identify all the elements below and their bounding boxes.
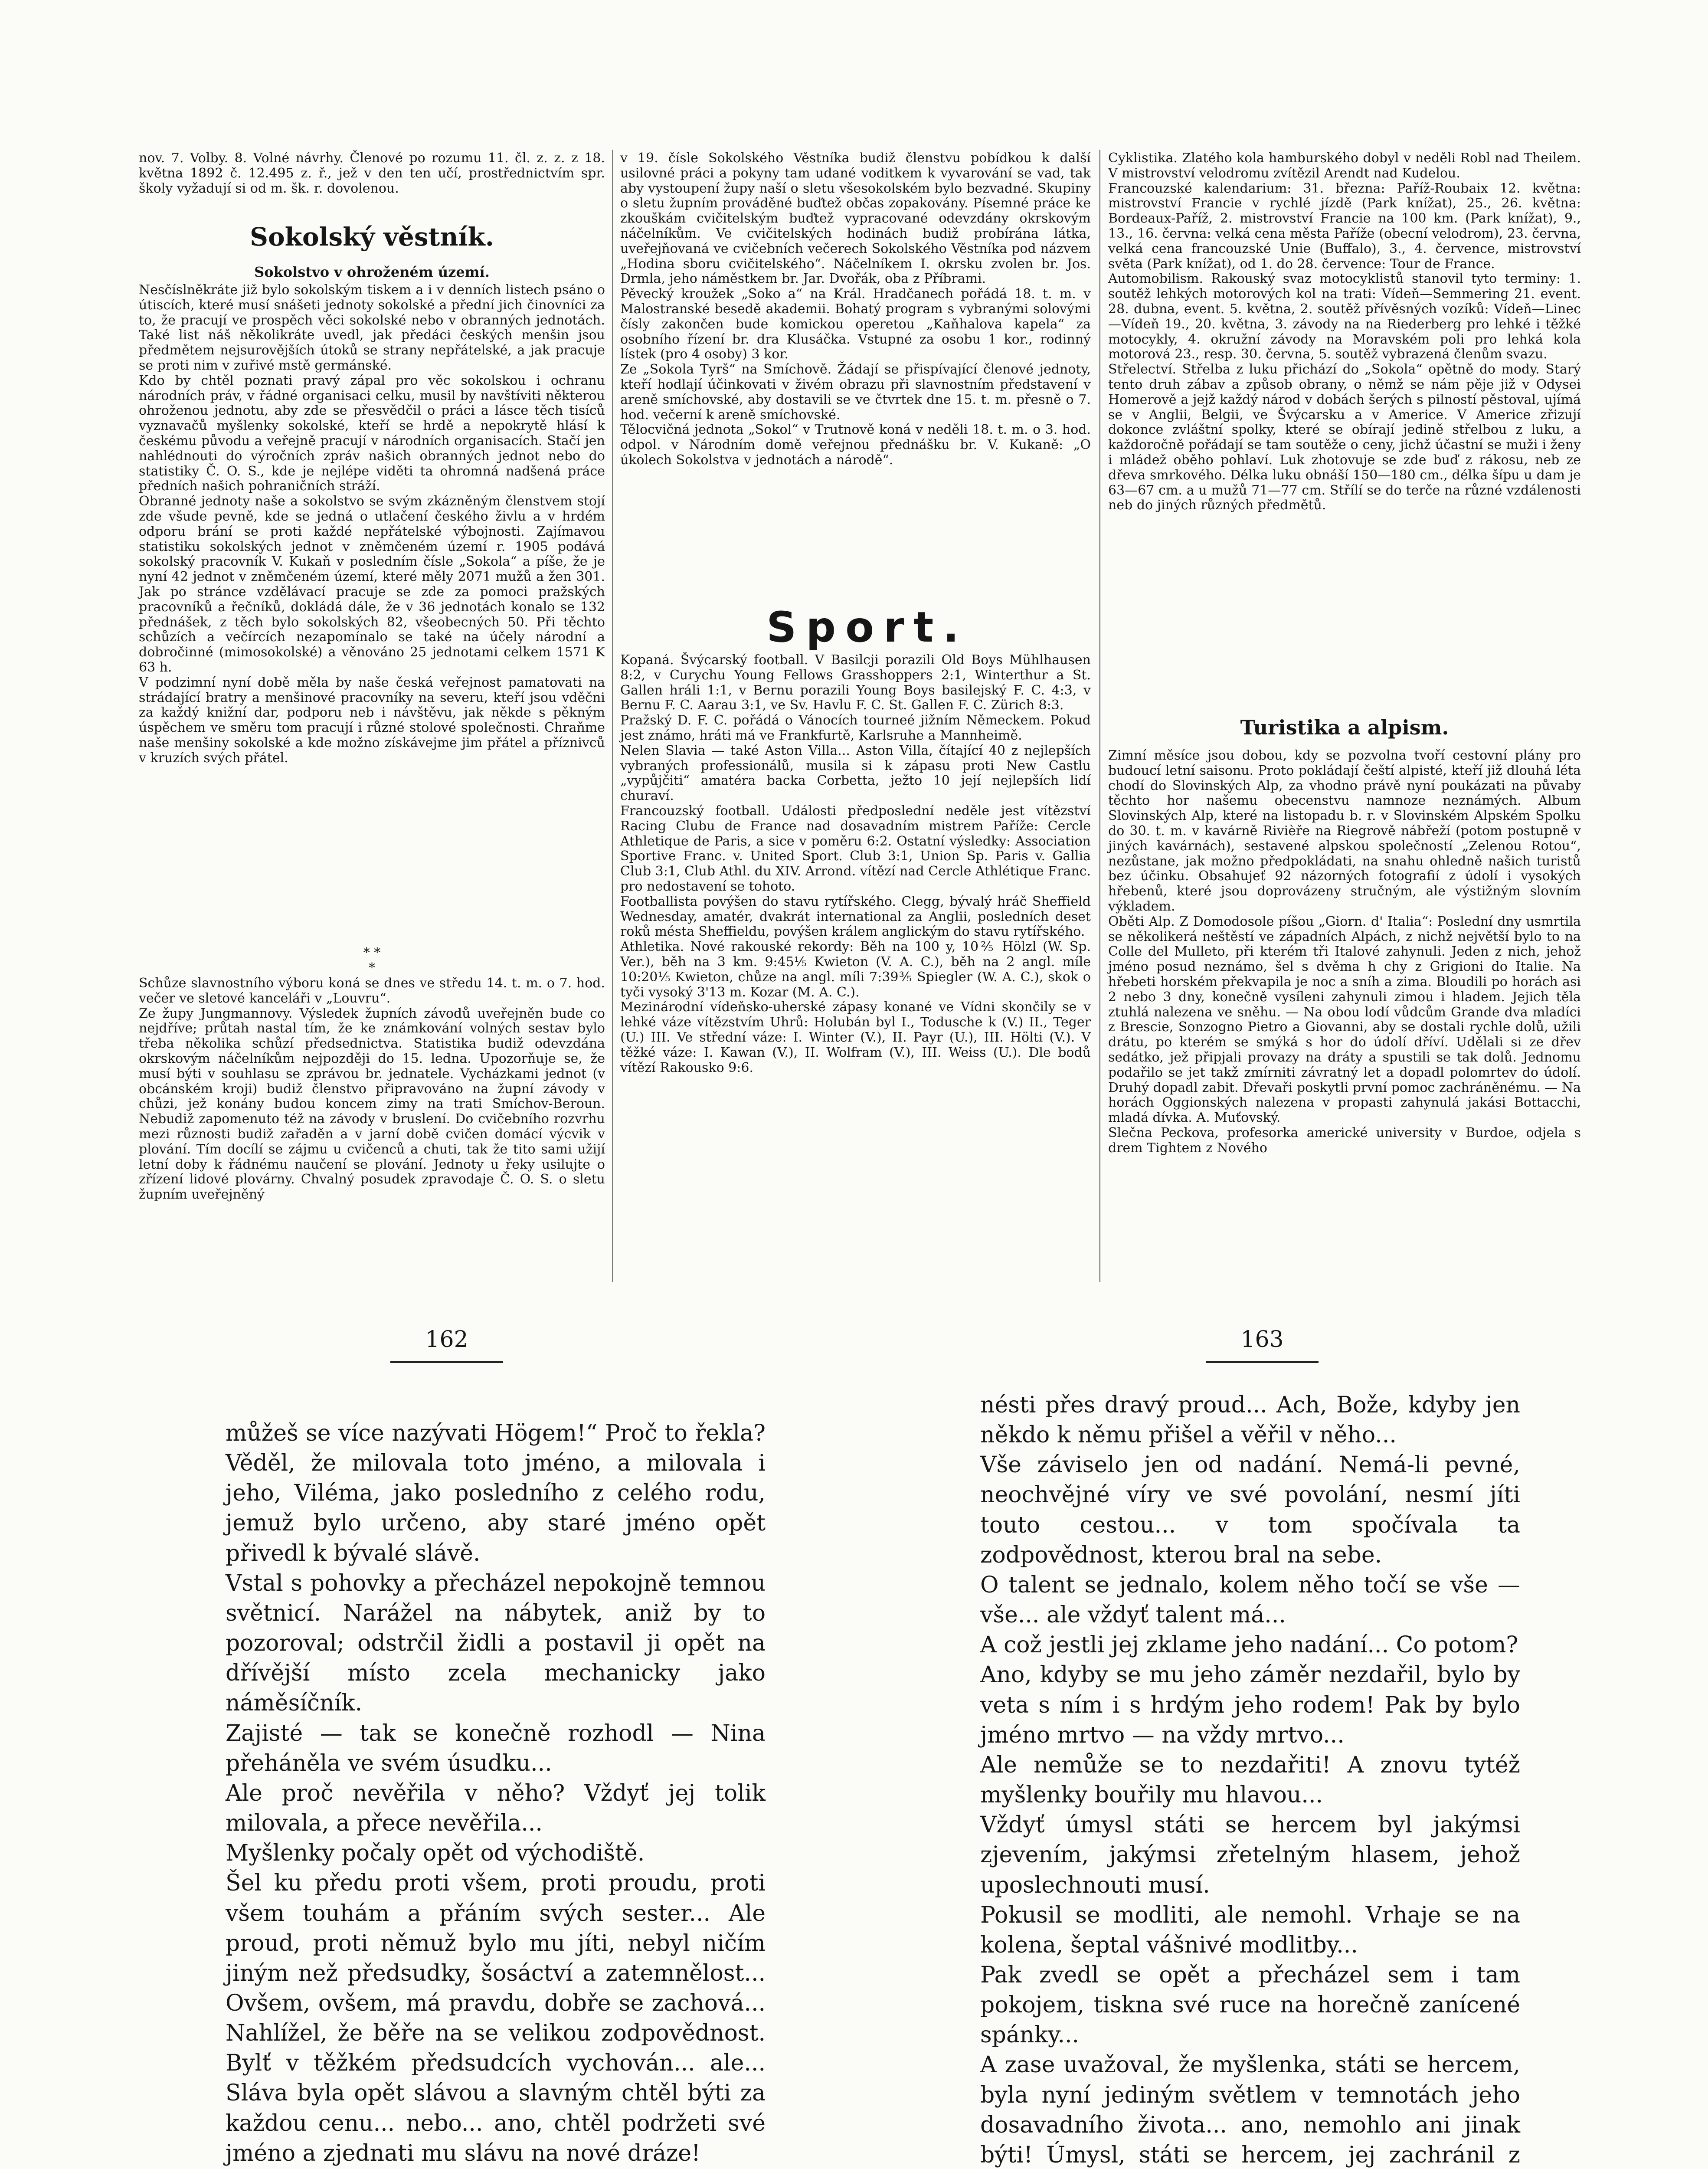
novel-right-page: nésti přes dravý proud... Ach, Bože, kdyby jen někdo k němu přišel a věřil v něho... Vše záviselo jen od nadání. Nemá-li pevné, neochvějné víry ve své povolání, nesmí jíti touto cestou... v tom spočívala ta zodpovědnost, kterou bral na sebe. O talent se jednalo, kolem něho točí se vše — vše... ale vždyť talent má... A což jestli jej zklame jeho nadání... Co potom? Ano, kdyby se mu jeho záměr nezdařil, bylo by veta s ním i s hrdým jeho rodem! Pak by bylo jméno mrtvo — na vždy mrtvo... Ale nemůže se to nezdařiti! A znovu tytéž myšlenky bouřily mu hlavou... Vždyť úmysl státi se hercem byl jakýmsi zjevením, jakýmsi zřetelným hlasem, jehož uposlechnouti musí. Pokusil se modliti, ale nemohl. Vrhaje se na kolena, šeptal vášnivé modlitby... Pak zvedl se opět a přecházel sem i tam pokojem, tiskna své ruce na horečně zanícené spánky... A zase uvažoval, že myšlenka, státi se hercem, byla nyní jediným světlem v temnotách jeho dosavadního života... ano, nemohlo ani jinak býti! Úmysl, státi se hercem, jej zachránil z bbox=[980, 1392, 1520, 2168]
col1-schuze: Schůze slavnostního výboru koná se dnes ve středu 14. t. m. o 7. hod. večer ve sletové kanceláři v „Louvru“. Ze župy Jungmannovy. Výsledek župních závodů uveřejněn bude co nejdříve; průtah nastal tím, že ke známkování volných sestav bylo třeba několika schůzí předsednictva. Statistika budiž odevzdána okrskovým náčelníkům nejpozději do 15. ledna. Upozorňuje se, že musí býti v souhlasu se zprávou br. jednatele. Vycházkami jednot (v obcánském kroji) budiž členstvo připravováno na župní závody v chůzi, jež konány budou koncem zimy na trati Smíchov-Beroun. Nebudiž zapomenuto též na závody v bruslení. Do cvičebního rozvrhu mezi různosti budiž zařaděn a v jarní době cvičen domácí výcvik v plování. Tím docílí se zájmu u cvičenců a chuti, tak že tito sami užijí letní doby k řádnému naučení se plování. Jednoty u řeky usilujte o zřízení lidové plovárny. Chvalný posudek zpravodaje Č. O. S. o sletu župním uveřejněný bbox=[139, 976, 605, 1202]
page-number-right: 163 bbox=[1240, 1327, 1284, 1353]
novel-left-page: můžeš se více nazývati Högem!“ Proč to řekla? Věděl, že milovala toto jméno, a milovala i jeho, Viléma, jako posledního z celého rodu, jemuž bylo určeno, aby staré jméno opět přivedl k bývalé slávě. Vstal s pohovky a přecházel nepokojně temnou světnicí. Narážel na nábytek, aniž by to pozoroval; odstrčil židli a postavil ji opět na dřívější místo zcela mechanicky jako náměsíčník. Zajisté — tak se konečně rozhodl — Nina přeháněla ve svém úsudku... Ale proč nevěřila v něho? Vždyť jej tolik milovala, a přece nevěřila... Myšlenky počaly opět od východiště. Šel ku předu proti všem, proti proudu, proti všem touhám a přáním svých sester... Ale proud, proti němuž bylo mu jíti, nebyl ničím jiným než předsudky, šosáctví a zatemnělost... Ovšem, ovšem, má pravdu, dobře se zachová... Nahlížel, že běře na se velikou zodpovědnost. Bylť v těžkém předsudcích vychován... ale... Sláva byla opět slávou a slavným chtěl býti za každou cenu... nebo... ano, chtěl podržeti své jméno a zjednati mu slávu na nové dráze! bbox=[226, 1420, 766, 2166]
page-number-left: 162 bbox=[425, 1327, 468, 1353]
col1-body: Nesčíslněkráte již bylo sokolským tiskem a i v denních listech psáno o útiscích, které musí snášeti jednoty sokolské a přední jich činovníci za to, že pracují ve prospěch věci sokolské nebo v obranných jednotách. Také list náš několikráte uvedl, jak předáci českých menšin jsou předmětem nejsurovějších útoků se strany nepřátelské, a jak pracuje se proti nim v zuřivé mstě germánské. Kdo by chtěl poznati pravý zápal pro věc sokolskou i ochranu národních práv, v řádné organisaci celku, musil by navštíviti některou ohroženou jednotu, aby zde se přesvědčil o práci a lásce těch tisíců vyznavačů myšlenky sokolské, kteří se hrdě a nepokrytě hlásí k českému původu a veřejně pracují v národních organisacích. Stačí jen nahlédnouti do výročních zpráv našich obranných jednot nebo do statistiky Č. O. S., kde je nejlépe viděti ta ohromná nadšená práce předních našich pohraničních stráží. Obranné jednoty naše a sokolstvo se svým zkázněným členstvem stojí zde všude pevně, kde se jedná o utlačení českého živlu a v hrdém odporu brání se proti každé nepřátelské výbojnosti. Zajímavou statistiku sokolských jednot v zněmčeném území r. 1905 podává sokolský pracovník V. Kukaň v posledním čísle „Sokola“ a píše, že je nyní 42 jednot v zněmčeném území, které měly 2071 mužů a žen 301. Jak po stránce vzdělávací pracuje se zde za pomoci pražských pracovníků a řečníků, dokládá dále, že v 36 jednotách konalo se 132 přednášek, z těch bylo sokolských 82, všeobecných 50. Při těchto schůzích a večírcích nezapomínalo se také na účely národní a dobročinné (mimosokolské) a věnováno 25 jednotami celkem 1571 K 63 h. V podzimní nyní době měla by naše česká veřejnost pamatovati na strádající bratry a menšinové pracovníky na severu, kteří jsou vděčni za každý knižní dar, podporu neb i návštěvu, jak někde s pěkným úspěchem ve směru tom pracují i různé stolové společnosti. Chraňme naše menšiny sokolské a kde možno získávejme jim přátel a příznivců v kruzích svých přátel. bbox=[139, 282, 605, 766]
column-divider bbox=[612, 150, 613, 1282]
turistika-heading: Turistika a alpism. bbox=[1240, 716, 1449, 739]
col1-stars: * * * bbox=[363, 945, 381, 976]
col3-turistika: Zimní měsíce jsou dobou, kdy se pozvolna tvoří cestovní plány pro budoucí letní saisonu. Proto pokládají čeští alpisté, kteří již dlouhá léta chodí do Slovinských Alp, za vhodno právě nyní poukázati na půvaby těchto hor našemu obecenstvu namnoze neznámých. Album Slovinských Alp, které na listopadu b. r. v Slovinském Alpském Spolku do 30. t. m. v kavárně Rivièře na Riegrově nábřeží (potom postupně v jiných kavárnách), sestavené alpskou společností „Zelenou Rotou“, nezůstane, jak možno předpokládati, na snahu ohledně našich turistů bez účinku. Obsahujeť 92 názorných fotografií z údolí i vysokých hřebenů, které jsou doprovázeny stručným, ale výstižným slovním výkladem. Oběti Alp. Z Domodosole píšou „Giorn. d' Italia“: Poslední dny usmrtila se několikerá neštěstí ve západních Alpách, z nichž největší bylo to na Colle del Mulleto, při kterém tři Italové zahynuli. Jeden z nich, jehož jméno posud neznámo, šel s dvěma h chy z Grigioni do Italie. Na hřebeti horském překvapila je noc a sníh a zima. Bloudili po horách asi 2 nebo 3 dny, konečně vysíleni zahynuli zimou i hladem. Jejich těla ztuhlá nalezena ve sněhu. — Na obou lodí vůdcům Grande dva mladíci z Brescie, Sonzogno Pietro a Giovanni, aby se dostali rychle dolů, užili drátu, po kterém se smýká s hor do údolí dříví. Udělali si ze dřev sedátko, jež připjali provazy na dráty a spustili se tak dolů. Jednomu podařilo se jet takž zmírniti závratný let a dopadl polomrtev do údolí. Druhý dopadl zabit. Dřevaři poskytli první pomoc zachráněnému. — Na horách Oggionských nalezena v propasti zahynulá jakási Bottacchi, mladá dívka. A. Muťovský. Slečna Peckova, profesorka americké university v Burdoe, odjela s drem Tightem z Nového bbox=[1108, 748, 1581, 1156]
column-divider bbox=[1099, 150, 1100, 1282]
sokol-subheading: Sokolstvo v ohroženém území. bbox=[254, 264, 490, 280]
col3-text: Cyklistika. Zlatého kola hamburského dobyl v neděli Robl nad Theilem. V mistrovství velodromu zvítězil Arendt nad Kudelou. Francouzské kalendarium: 31. března: Paříž-Roubaix 12. května: mistrovství Francie v rychlé jízdě (Park knížat), 25., 26. května: Bordeaux-Paříž, 2. mistrovství Francie na 100 km. (Park knížat), 9., 13., 16. června: velká cena města Paříže (obecní velodrom), 23. června, velká cena francouzské Unie (Buffalo), 3., 4. července, mistrovství světa (Park knížat), od 1. do 28. července: Tour de France. Automobilism. Rakouský svaz motocyklistů stanovil tyto terminy: 1. soutěž lehkých motorových kol na trati: Vídeň—Semmering 21. event. 28. dubna, event. 5. května, 2. soutěž přívěsných vozíků: Vídeň—Linec—Vídeň 19., 20. května, 3. závody na na Riederberg pro lehké i těžké motocykly, 4. okružní závody na Moravském poli pro lehká kola motorová 23., resp. 30. června, 5. soutěž vybrazená členům svazu. Střelectví. Střelba z luku přichází do „Sokola“ opětně do mody. Starý tento druh zábav a způsob obrany, o němž se nám pěje již v Odysei Homerově a jejž každý národ v dobách šerých s pilností pěstoval, ujímá se v Anglii, Belgii, ve Švýcarsku a v Americe. V Americe zřizují dokonce zvláštní spolky, které se obírají jedině střelbou z luku, a každoročně pořádají se tam soutěže o ceny, jichž účastní se muži i ženy i mládež oběho pohlaví. Luk zhotovuje se zde buď z rákosu, neb ze dřeva smrkového. Délka luku obnáší 150—180 cm., délka šípu u dam je 63—67 cm. a u mužů 71—77 cm. Střílí se do terče na různé vzdálenosti neb do jiných různých předmětů. bbox=[1108, 151, 1581, 513]
col1-intro: nov. 7. Volby. 8. Volné návrhy. Členové po rozumu 11. čl. z. z. z 18. května 1892 č. 12.495 z. ř., jež v den ten učí, prostřednictvím spr. školy vyžadují si od m. šk. r. dovolenou. bbox=[139, 151, 605, 196]
sokol-heading: Sokolský věstník. bbox=[250, 222, 494, 252]
bottom-spread bbox=[0, 1323, 1708, 2169]
col2-text: v 19. čísle Sokolského Věstníka budiž členstvu pobídkou k další usilovné práci a pokyny tam udané voditkem k vyvarování se vad, tak aby vystoupení župy naší o sletu všesokolském bylo bezvadné. Skupiny o sletu župním prováděné buďtež občas zopakovány. Písemné práce ke zkouškám cvičitelským buďtež vypracované odevzdány okrskovým náčelníkům. Ve cvičitelských hodinách budiž probírána látka, uveřejňovaná ve cvičebních večerech Sokolského Věstníka pod názvem „Hodina sboru cvičitelského“. Náčelníkem I. okrsku zvolen br. Jos. Drmla, jeho náměstkem br. Jar. Dvořák, oba z Příbrami. Pěvecký kroužek „Soko a“ na Král. Hradčanech pořádá 18. t. m. v Malostranské besedě akademii. Bohatý program s vybranými solovými čísly zakončen bude komickou operetou „Kaňhalova kapela“ za osobního řízení br. dra Klusáčka. Vstupné za osobu 1 kor., rodinný lístek (pro 4 osoby) 3 kor. Ze „Sokola Tyrš“ na Smíchově. Žádají se přispívající členové jednoty, kteří hodlají účinkovati v živém obrazu při slavnostním představení v areně smíchovské, aby dostavili se ve čtvrtek dne 15. t. m. přesně o 7. hod. večerní k areně smíchovské. Tělocvičná jednota „Sokol“ v Trutnově koná v neděli 18. t. m. o 3. hod. odpol. v Národním domě veřejnou přednášku br. V. Kukaně: „O úkolech Sokolstva v jednotách a národě“. bbox=[620, 151, 1091, 468]
col2-sport: Kopaná. Švýcarský football. V Basilcji porazili Old Boys Mühlhausen 8:2, v Curychu Young Fellows Grasshoppers 2:1, Winterthur a St. Gallen hráli 1:1, v Bernu porazili Young Boys basilejský F. C. 4:3, v Bernu F. C. Aarau 3:1, ve Sv. Havlu F. C. St. Gallen F. C. Zürich 8:3. Pražský D. F. C. pořádá o Vánocích tourneé jižním Německem. Pokud jest známo, hráti má ve Frankfurtě, Karlsruhe a Mannheimě. Nelen Slavia — také Aston Villa... Aston Villa, čítající 40 z nejlepších vybraných professionálů, musila si k zápasu proti New Castlu „vypůjčiti“ amatéra backa Corbetta, ježto 10 její nejlepších lidí churaví. Francouzský football. Události předposlední neděle jest vítězství Racing Clubu de France nad dosavadním mistrem Paříže: Cercle Athletique de Paris, a sice v poměru 6:2. Ostatní výsledky: Association Sportive Franc. v. United Sport. Club 3:1, Union Sp. Paris v. Gallia Club 3:1, Club Athl. du XIV. Arrond. vítězí nad Cercle Athlétique Franc. pro nedostavení se tohoto. Footballista povýšen do stavu rytířského. Clegg, bývalý hráč Sheffield Wednesday, amatér, dvakrát international za Anglii, posledních deset roků mésta Sheffieldu, povýšen králem anglickým do stavu rytířského. Athletika. Nové rakouské rekordy: Běh na 100 y, 10⅖ Hölzl (W. Sp. Ver.), běh na 3 km. 9:45⅕ Kwieton (V. A. C.), běh na 2 angl. míle 10:20⅕ Kwieton, chůze na angl. míli 7:39⅗ Spiegler (W. A. C.), skok o tyči vysoký 3'13 m. Kozar (M. A. C.). Mezinárodní vídeňsko-uherské zápasy konané ve Vídni skončily se v lehké váze vítězstvím Uhrů: Holubán byl I., Todusche k (V.) II., Teger (U.) III. Ve střední váze: I. Winter (V.), II. Payr (U.), III. Hölti (V.). V těžké váze: I. Kawan (V.), II. Wolfram (V.), III. Weiss (U.). Dle bodů vítězí Rakousko 9:6. bbox=[620, 652, 1091, 1075]
sport-heading: Sport. bbox=[766, 603, 969, 652]
